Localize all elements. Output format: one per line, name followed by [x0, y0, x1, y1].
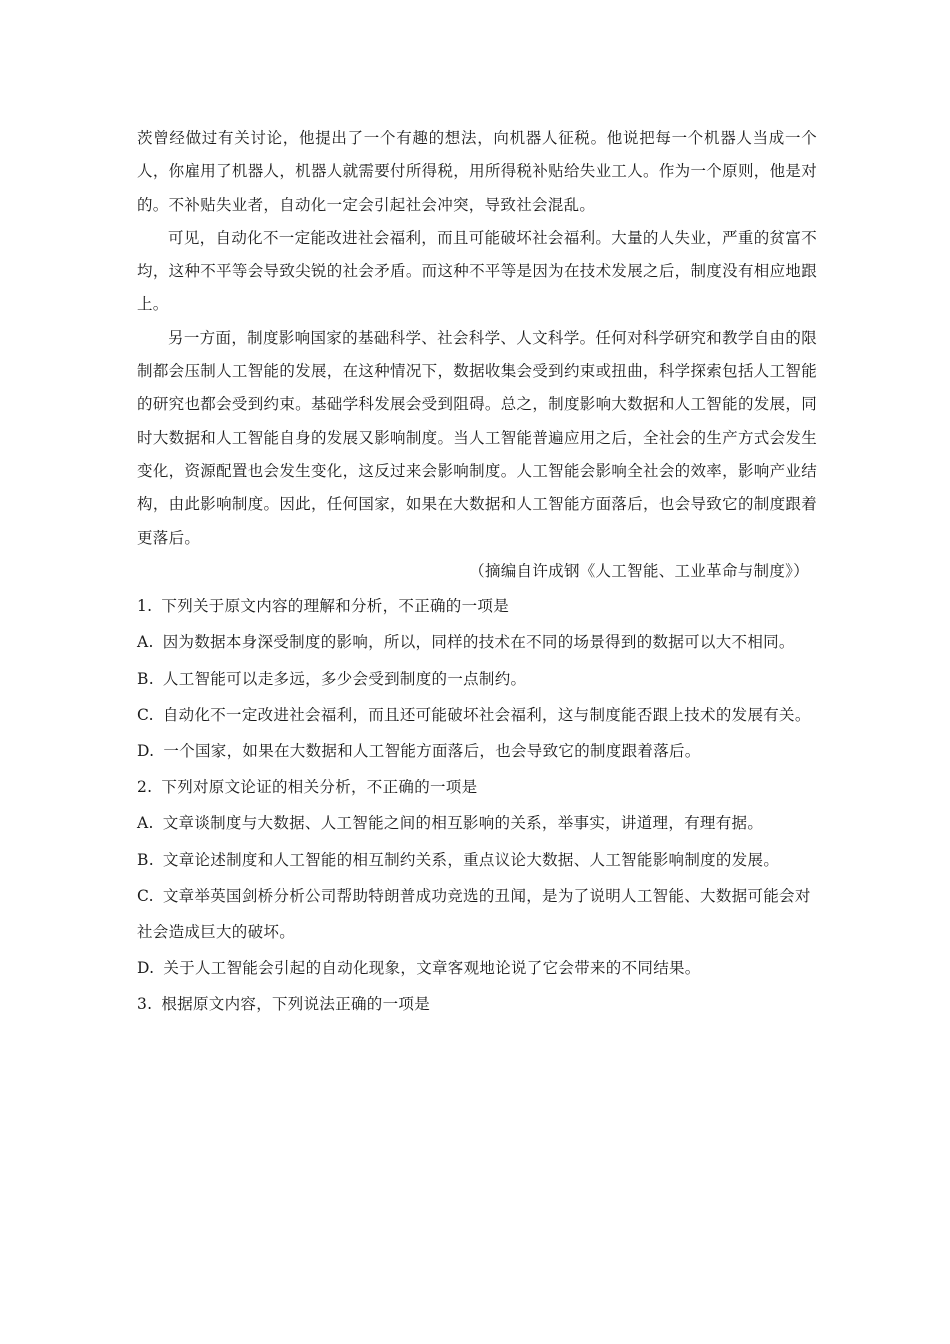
option-letter: A.: [137, 633, 154, 652]
option-text: 因为数据本身深受制度的影响，所以，同样的技术在不同的场景得到的数据可以大不相同。: [162, 633, 795, 652]
passage-paragraph-2: 可见，自动化不一定能改进社会福利，而且可能破坏社会福利。大量的人失业，严重的贫富不均，这种不平等会导致尖锐的社会矛盾。而这种不平等是因为在技术发展之后，制度没有相应地跟上。: [137, 228, 817, 314]
option-text: 自动化不一定改进社会福利，而且还可能破坏社会福利，这与制度能否跟上技术的发展有关。: [162, 705, 811, 724]
document-content: [137, 122, 817, 1023]
passage-source: （摘编自许成钢《人工智能、工业革命与制度》）: [469, 561, 809, 580]
question-2-option-b: [137, 842, 817, 878]
option-text: 文章论述制度和人工智能的相互制约关系，重点议论大数据、人工智能影响制度的发展。: [162, 850, 780, 869]
option-letter: D.: [137, 741, 155, 760]
question-number: 2.: [137, 778, 153, 797]
question-text: 根据原文内容，下列说法正确的一项是: [161, 995, 430, 1014]
question-2-stem: [137, 769, 817, 805]
question-2-option-c: [137, 878, 817, 950]
question-3-stem: [137, 986, 817, 1022]
option-letter: B.: [137, 850, 154, 869]
option-letter: C.: [137, 705, 154, 724]
option-letter: B.: [137, 669, 154, 688]
question-1-option-b: [137, 661, 817, 697]
question-text: 下列对原文论证的相关分析，不正确的一项是: [161, 778, 478, 797]
question-text: 下列关于原文内容的理解和分析，不正确的一项是: [161, 597, 509, 616]
option-text: 文章谈制度与大数据、人工智能之间的相互影响的关系，举事实，讲道理，有理有据。: [162, 814, 764, 833]
passage-paragraph-3: 另一方面，制度影响国家的基础科学、社会科学、人文科学。任何对科学研究和教学自由的限制都会压制人工智能的发展，在这种情况下，数据收集会受到约束或扭曲，科学探索包括人工智能的研究也都会受到约束。基础学科发展会受到阻碍。总之，制度影响大数据和人工智能的发展，同时大数据和人工智能自身的发展又影响制度。当人工智能普遍应用之后，全社会的生产方式会发生变化，资源配置也会发生变化，这反过来会影响制度。人工智能会影响全社会的效率，影响产业结构，由此影响制度。因此，任何国家，如果在大数据和人工智能方面落后，也会导致它的制度跟着更落后。: [137, 328, 817, 547]
option-text: 文章举英国剑桥分析公司帮助特朗普成功竞选的丑闻，是为了说明人工智能、大数据可能会对社会造成巨大的破坏。: [137, 886, 811, 941]
question-1-stem: [137, 588, 817, 624]
passage-paragraph-1: 茨曾经做过有关讨论，他提出了一个有趣的想法，向机器人征税。他说把每一个机器人当成一个人，你雇用了机器人，机器人就需要付所得税，用所得税补贴给失业工人。作为一个原则，他是对的。不补贴失业者，自动化一定会引起社会冲突，导致社会混乱。: [137, 129, 817, 214]
question-number: 1.: [137, 597, 153, 616]
option-text: 一个国家，如果在大数据和人工智能方面落后，也会导致它的制度跟着落后。: [163, 741, 701, 760]
option-letter: C.: [137, 886, 154, 905]
question-number: 3.: [137, 995, 153, 1014]
question-1-option-d: [137, 733, 817, 769]
question-2-option-d: [137, 950, 817, 986]
question-2-option-a: [137, 805, 817, 841]
option-letter: D.: [137, 959, 155, 978]
option-text: 人工智能可以走多远，多少会受到制度的一点制约。: [162, 669, 527, 688]
question-1-option-a: [137, 624, 817, 660]
option-letter: A.: [137, 814, 154, 833]
question-1-option-c: [137, 697, 817, 733]
option-text: 关于人工智能会引起的自动化现象，文章客观地论说了它会带来的不同结果。: [163, 959, 701, 978]
